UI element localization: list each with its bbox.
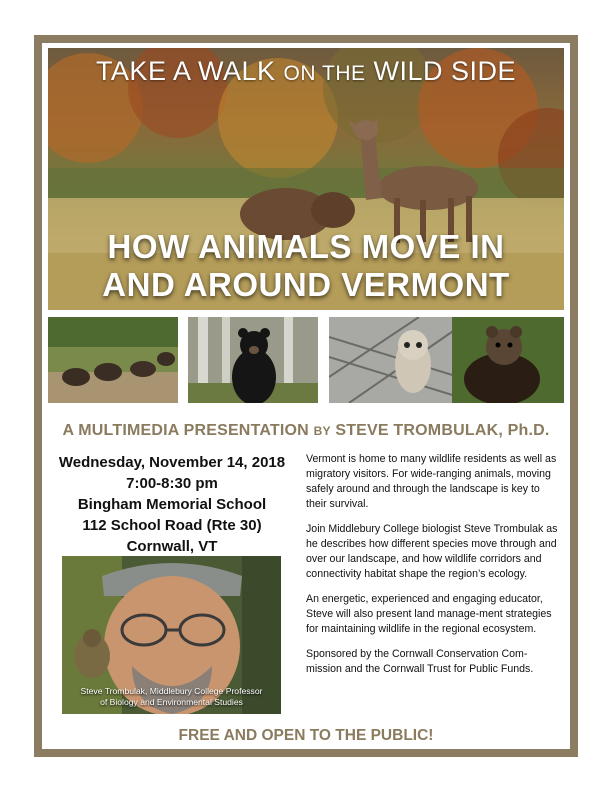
presenter-portrait [62, 556, 281, 714]
description-paragraph-1: Vermont is home to many wildlife residents as well as migratory visitors. For wide-ranging animals, moving safely around and through the landscape is key to their survival. [306, 453, 557, 510]
turkeys-photo [48, 317, 178, 403]
event-town: Cornwall, VT [126, 538, 218, 555]
barred-owl-photo [329, 317, 459, 403]
hero-title: HOW ANIMALS MOVE IN AND AROUND VERMONT [102, 228, 510, 303]
black-bear-photo [188, 317, 318, 403]
event-venue: Bingham Memorial School [77, 496, 267, 513]
description-paragraph-3: An energetic, experienced and engaging educator, Steve will also present land manage-ment strategies for maintaining wildlife in the regional ecosystem. [306, 593, 552, 635]
portrait-caption: Steve Trombulak, Middlebury College Professor of Biology and Environmental Studies [80, 686, 263, 707]
hero-banner [48, 48, 564, 310]
event-time: 7:00-8:30 pm [126, 475, 218, 492]
event-details [48, 452, 296, 557]
presenter-subtitle: A MULTIMEDIA PRESENTATION BY STEVE TROMBULAK, Ph.D. [62, 422, 550, 439]
event-date: Wednesday, November 14, 2018 [58, 454, 286, 471]
fisher-photo [452, 317, 564, 403]
free-admission-banner: FREE AND OPEN TO THE PUBLIC! [178, 727, 434, 744]
event-description [306, 452, 558, 687]
description-paragraph-2: Join Middlebury College biologist Steve Trombulak as he describes how different species move through and over our landscape, and how wildlife corridors and connectivity habitat shape the region’s ecology. [306, 523, 558, 580]
description-paragraph-4: Sponsored by the Cornwall Conservation Com-mission and the Cornwall Trust for Public Funds. [306, 648, 534, 675]
hero-tagline: TAKE A WALK ON THE WILD SIDE [95, 56, 517, 86]
event-address: 112 School Road (Rte 30) [82, 517, 262, 534]
